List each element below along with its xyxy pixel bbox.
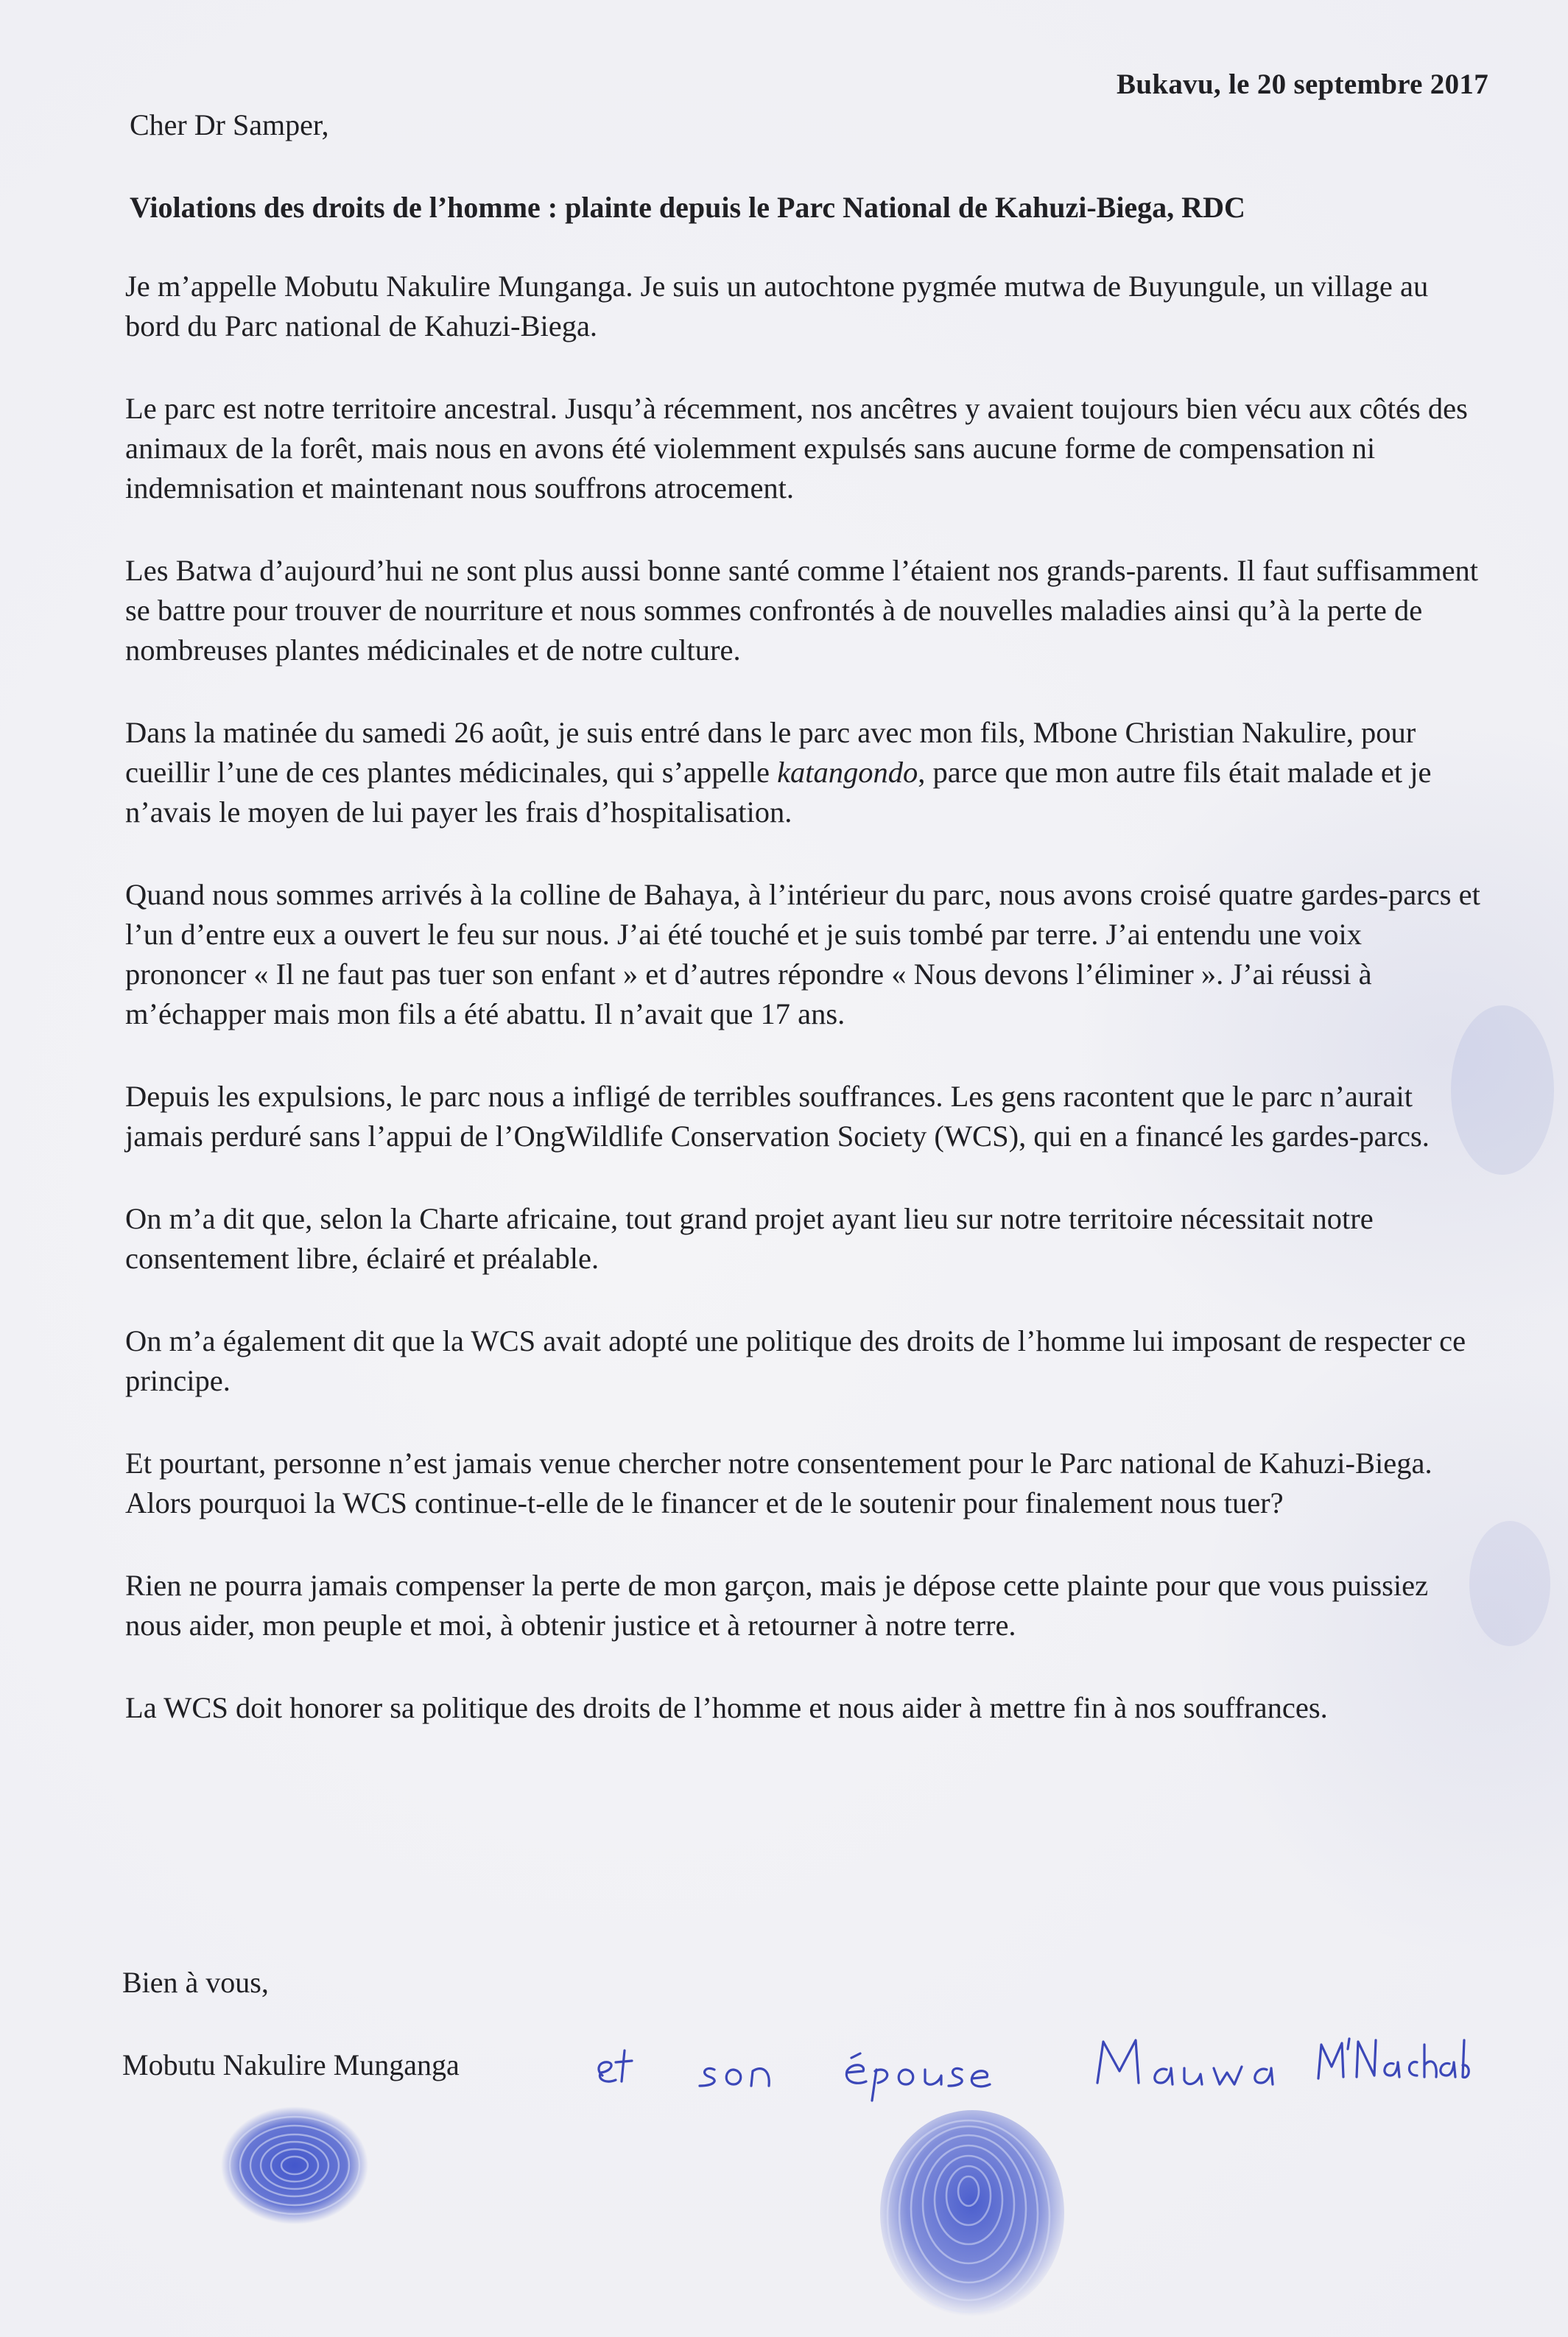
- paragraph-health: Les Batwa d’aujourd’hui ne sont plus aussi bonne santé comme l’étaient nos grands-parents. Il faut suffisamment se battre pour trouver de nourriture et nous sommes confrontés à de nouvelles maladies ainsi qu’à la perte de nombreuses plantes médicinales et de notre culture.: [125, 554, 1479, 667]
- fingerprint-signatory: [214, 2098, 376, 2230]
- paragraph-request: La WCS doit honorer sa politique des droits de l’homme et nous aider à mettre fin à nos souffrances.: [125, 1691, 1328, 1724]
- paragraph-suffering: Depuis les expulsions, le parc nous a infligé de terribles souffrances. Les gens racontent que le parc n’aurait jamais perduré sans l’appui de l’OngWildlife Conservation Society (WCS), qui en a financé les gardes-parcs.: [125, 1080, 1430, 1153]
- paragraph-consent-question: Et pourtant, personne n’est jamais venue chercher notre consentement pour le Parc national de Kahuzi-Biega. Alors pourquoi la WCS continue-t-elle de le financer et de le soutenir pour finalement nous tuer?: [125, 1447, 1432, 1519]
- paragraph-medicinal-plant-end: , parce que mon autre fils était malade et je n’avais le moyen de lui payer les frais d’hospitalisation.: [125, 756, 1432, 829]
- letter-subject: Violations des droits de l’homme : plainte depuis le Parc National de Kahuzi-Biega, RDC: [130, 191, 1245, 224]
- paragraph-medicinal-plant: [125, 713, 1480, 832]
- handwritten-note: [589, 2018, 1473, 2106]
- paragraph-african-charter: On m’a dit que, selon la Charte africaine, tout grand projet ayant lieu sur notre territoire nécessitait notre consentement libre, éclairé et préalable.: [125, 1202, 1374, 1275]
- paragraph-introduction: Je m’appelle Mobutu Nakulire Munganga. Je suis un autochtone pygmée mutwa de Buyungule, un village au bord du Parc national de Kahuzi-Biega.: [125, 270, 1429, 342]
- letter-date: Bukavu, le 20 septembre 2017: [1117, 68, 1488, 100]
- letter-greeting: Cher Dr Samper,: [130, 108, 329, 141]
- paragraph-complaint: Rien ne pourra jamais compenser la perte de mon garçon, mais je dépose cette plainte pour que vous puissiez nous aider, mon peuple et moi, à obtenir justice et à retourner à notre terre.: [125, 1569, 1429, 1642]
- fingerprint-spouse: [865, 2103, 1079, 2324]
- plant-name: katangondo: [777, 756, 918, 789]
- letter-closing: Bien à vous,: [122, 1966, 269, 1999]
- signatory-name: Mobutu Nakulire Munganga: [122, 2048, 460, 2081]
- ink-smudge: [1421, 994, 1554, 1186]
- letter-body: [125, 267, 1480, 1771]
- paragraph-shooting: Quand nous sommes arrivés à la colline de Bahaya, à l’intérieur du parc, nous avons croisé quatre gardes-parcs et l’un d’entre eux a ouvert le feu sur nous. J’ai été touché et je suis tombé par terre. J’ai entendu une voix prononcer « Il ne faut pas tuer son enfant » et d’autres répondre « Nous devons l’éliminer ». J’ai réussi à m’échapper mais mon fils a été abattu. Il n’avait que 17 ans.: [125, 878, 1480, 1030]
- paragraph-ancestral-territory: Le parc est notre territoire ancestral. Jusqu’à récemment, nos ancêtres y avaient toujours bien vécu aux côtés des animaux de la forêt, mais nous en avons été violemment expulsés sans aucune forme de compensation ni indemnisation et maintenant nous souffrons atrocement.: [125, 392, 1468, 505]
- paragraph-wcs-policy: On m’a également dit que la WCS avait adopté une politique des droits de l’homme lui imposant de respecter ce principe.: [125, 1324, 1466, 1397]
- ink-smudge: [1444, 1510, 1554, 1657]
- paragraph-medicinal-plant-start: Dans la matinée du samedi 26 août, je suis entré dans le parc avec mon fils, Mbone Christian Nakulire, pour cueillir l’une de ces plantes médicinales, qui s’appelle: [125, 716, 1416, 789]
